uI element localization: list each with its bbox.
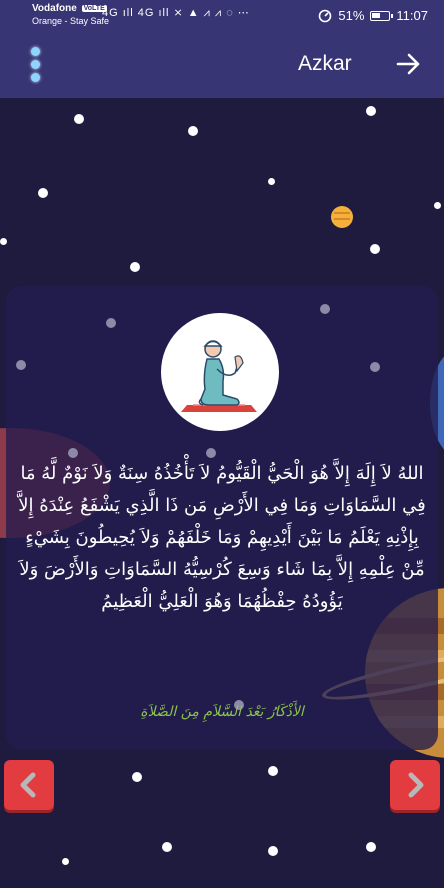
star <box>268 766 278 776</box>
star <box>320 304 330 314</box>
battery-icon <box>370 11 390 21</box>
star <box>16 360 26 370</box>
star <box>162 842 172 852</box>
carrier-primary-label: Vodafone <box>32 3 77 14</box>
more-vert-icon[interactable] <box>28 44 42 86</box>
app-bar <box>0 32 444 98</box>
chevron-left-icon <box>14 770 44 800</box>
dua-card <box>6 286 438 750</box>
data-saver-icon <box>318 9 332 23</box>
star <box>106 318 116 328</box>
star <box>188 126 198 136</box>
star <box>268 846 278 856</box>
star <box>434 202 441 209</box>
status-bar <box>0 0 444 32</box>
next-button[interactable] <box>390 760 440 810</box>
star <box>366 842 376 852</box>
menu-dot <box>31 47 40 56</box>
battery-percent: 51% <box>338 8 365 23</box>
clock: 11:07 <box>396 8 428 23</box>
star <box>74 114 84 124</box>
dua-caption: الأَذْكَارُ بَعْدَ السَّلاَمِ مِنَ الصَّلاَةِ <box>140 704 304 720</box>
praying-person-illustration <box>161 313 279 431</box>
star <box>268 178 275 185</box>
star <box>62 858 69 865</box>
star <box>68 448 78 458</box>
chevron-right-icon <box>400 770 430 800</box>
star <box>370 362 380 372</box>
carrier-primary <box>32 3 107 14</box>
star <box>0 238 7 245</box>
star <box>206 448 216 458</box>
star <box>366 106 376 116</box>
star <box>130 262 140 272</box>
star <box>370 244 380 254</box>
previous-button[interactable] <box>4 760 54 810</box>
small-planet <box>331 206 353 228</box>
star <box>38 188 48 198</box>
menu-dot <box>31 73 40 82</box>
menu-dot <box>31 60 40 69</box>
dua-text: اللهُ لاَ إِلَهَ إِلاَّ هُوَ الْحَيُّ الْقَيُّومُ لاَ تَأْخُذُهُ سِنَةٌ وَلاَ نَوْمٌ لَّهُ مَا فِي السَّمَاوَاتِ وَمَا فِي الأَرْضِ مَن ذَا الَّذِي يَشْفَعُ عِنْدَهُ إِلاَّ بِإِذْنِهِ يَعْلَمُ مَا بَيْنَ أَيْدِيهِمْ وَمَا خَلْفَهُمْ وَلاَ يُحِيطُونَ بِشَيْءٍ مِّنْ عِلْمِهِ إِلاَّ بِمَا شَاء وَسِعَ كُرْسِيُّهُ السَّمَاوَاتِ وَالأَرْضَ وَلاَ يَؤُودُهُ حِفْظُهُمَا وَهُوَ الْعَلِيُّ الْعَظِيمُ <box>18 463 426 612</box>
volte-badge: VoLTE <box>83 5 105 12</box>
arrow-right-icon[interactable] <box>394 48 424 80</box>
carrier-secondary: Orange - Stay Safe <box>32 16 110 26</box>
status-right <box>318 8 428 23</box>
notification-icons: 4G ıll 4G ıll ⨯ ▲ ⩘ ⩘ ◌ ⋯ <box>102 7 250 19</box>
battery-fill <box>372 13 380 18</box>
app-title: Azkar <box>298 52 352 75</box>
praying-person-icon <box>161 313 279 431</box>
star <box>132 772 142 782</box>
